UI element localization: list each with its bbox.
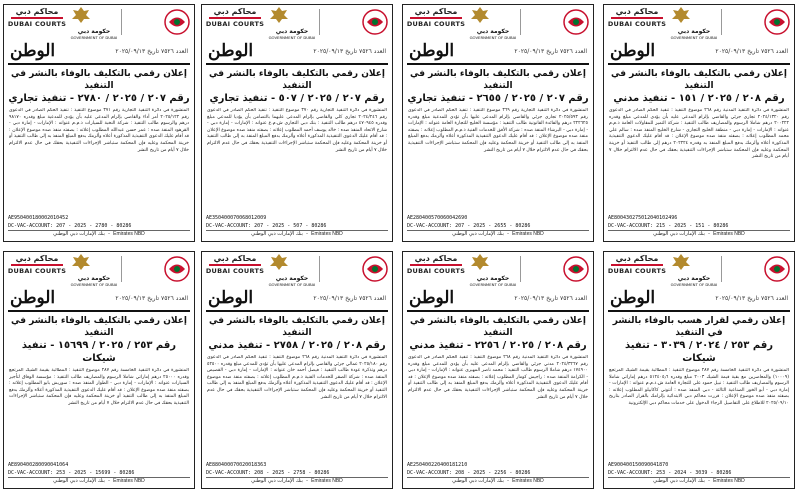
payment-code: AE280400570060042690 bbox=[407, 215, 468, 221]
emblem-icon bbox=[469, 253, 491, 271]
government-name-en: GOVERNMENT OF DUBAI bbox=[70, 35, 118, 40]
dubai-courts-logo bbox=[7, 7, 67, 37]
courts-name-en: DUBAI COURTS bbox=[205, 19, 265, 28]
courts-name-ar: محاكم دبي bbox=[615, 7, 659, 16]
payment-code: AE800430275012040102496 bbox=[608, 215, 678, 221]
bank-name-en: Emirates NBD bbox=[713, 231, 745, 237]
newspaper-brand-row bbox=[202, 288, 392, 310]
courts-logo-rule bbox=[209, 17, 261, 19]
account-number: DC-VAC-ACCOUNT: 207 - 2025 - 2655 - 80286 bbox=[407, 223, 531, 229]
government-name-ar: حكومة دبي bbox=[275, 28, 309, 35]
bank-line: بنك الإمارات دبي الوطني - Emirates NBD bbox=[407, 230, 589, 238]
government-of-dubai-logo bbox=[670, 253, 718, 285]
courts-logo-rule bbox=[11, 264, 63, 266]
payment-code: AE890400280090041064 bbox=[8, 462, 69, 468]
emblem-icon bbox=[469, 6, 491, 24]
bank-name-ar: بنك الإمارات دبي الوطني bbox=[452, 478, 504, 484]
bank-name-en: Emirates NBD bbox=[512, 478, 544, 484]
dubai-courts-logo bbox=[406, 7, 466, 37]
al-watan-logo: الوطن bbox=[208, 41, 254, 61]
issue-dateline: العدد ٧٥٢٦ تاريخ ٢٠٢٥/٠٩/١٣ bbox=[715, 295, 788, 302]
emblem-icon bbox=[670, 253, 692, 271]
al-watan-logo: الوطن bbox=[208, 288, 254, 308]
uae-flag-icon bbox=[164, 9, 190, 35]
bank-name-ar: بنك الإمارات دبي الوطني bbox=[251, 231, 303, 237]
brand-rule bbox=[206, 310, 388, 312]
government-name-en: GOVERNMENT OF DUBAI bbox=[268, 35, 316, 40]
account-number: DC-VAC-ACCOUNT: 207 - 2025 - 507 - 80286 bbox=[206, 223, 327, 229]
al-watan-logo: الوطن bbox=[610, 41, 656, 61]
bank-name-en: Emirates NBD bbox=[311, 478, 343, 484]
courts-name-ar: محاكم دبي bbox=[213, 254, 257, 263]
header-divider bbox=[319, 9, 320, 35]
notice-header bbox=[202, 5, 392, 41]
emblem-icon bbox=[70, 6, 92, 24]
notice-header bbox=[403, 5, 593, 41]
bank-line: بنك الإمارات دبي الوطني - Emirates NBD bbox=[608, 230, 790, 238]
notice-body: المنشورة في دائرة التنفيذ المدنية رقم ٢٦٨ موضوع التنفيذ : تنفيذ الحكم الصادر في الدعوى رقم ٢٠٢٤/١٣٢٠ تجاري جزئي والقاضي بإلزام المدعى عليه بأن يؤدي للمدعي مبلغ وقدره ٢٠٠٢٢٢ درهم شاملا الرسوم والمصاريف طالب التنفيذ : شركة التميز للمقاولات العامة ذ.م.م عنوانه : الإمارات - إمارة دبي - منطقة الخليج التجاري - شارع الخليج المنفذ ضده : سالم علي محمد المطلوب إعلانه : بصفته منفذ ضده موضوع الإعلان : قد أقام عليك الدعوى التنفيذية المذكورة أعلاه وألزمك بدفع المبلغ المنفذ به وقدره ٢٠٢٢٢٤ درهم إلى طالب التنفيذ أو خزينة المحكمة وعليه فإن المحكمة ستباشر الإجراءات التنفيذية بحقك في حال عدم الالتزام خلال ٧ أيام من تاريخ النشر bbox=[609, 108, 789, 160]
courts-name-en: DUBAI COURTS bbox=[7, 266, 67, 275]
uae-flag-icon bbox=[563, 256, 589, 282]
government-name-ar: حكومة دبي bbox=[476, 275, 510, 282]
notice-header bbox=[604, 5, 794, 41]
government-of-dubai-logo bbox=[70, 253, 118, 285]
courts-name-ar: محاكم دبي bbox=[414, 7, 458, 16]
notice-title: إعلان رقمي بالتكليف بالوفاء بالنشر في التنفيذ bbox=[410, 316, 586, 338]
payment-code: AE950400180002010452 bbox=[8, 215, 69, 221]
issue-dateline: العدد ٧٥٢٦ تاريخ ٢٠٢٥/٠٩/١٣ bbox=[313, 48, 386, 55]
brand-rule bbox=[206, 63, 388, 65]
notice-body: المنشورة في دائرة التنفيذ التجارية رقم ٣٦٩ موضوع التنفيذ : تنفيذ الحكم الصادر في الدعوى رقم ٢٠٢٥/٥٩٣ تجاري جزئي والقاضي بإلزام المدعى عليها بأن تؤدي للمدعية مبلغ وقدره ٢٢٢٦٢٥ درهم والفائدة القانونية طالب التنفيذ : مؤسسة الخليج للتجارة العامة عنوانه : الإمارات - إمارة دبي - البرشاء المنفذ ضده : شركة الأفق للخدمات الفنية ذ.م.م المطلوب إعلانه : بصفته منفذ ضده موضوع الإعلان : قد أقام عليك الدعوى التنفيذية المذكورة أعلاه وألزمك بدفع المبلغ المنفذ به إلى طالب التنفيذ أو خزينة المحكمة وعليه فإن المحكمة ستباشر الإجراءات التنفيذية بحقك في حال عدم الالتزام خلال ٧ أيام من تاريخ النشر bbox=[408, 108, 588, 153]
courts-logo-rule bbox=[209, 264, 261, 266]
courts-logo-rule bbox=[11, 17, 63, 19]
notice-footer bbox=[8, 214, 190, 238]
notice-body: المنشورة في دائرة التنفيذ الخامسة رقم ٢٨٧ موضوع التنفيذ : المطالبة بقيمة الشيك المرتجع (١٠٠٠٩) والمعاصرين مع بقية قيمة الشيك ٢٠٠٣ مبلغ وقدره ٥١٢٤٠٥٫٦ درهم إماراتي شاملا الرسوم والمصاريف طالب التنفيذ : نبيل حمود على للتجارة العامة ش.ذ.م.م عنوانه : الإمارات - إمارة دبي - أبو الخور الصناعية الثالثة - دبي المنفذ ضده : أنتوني كاكابيلو المطلوب إعلانه : بصفته منفذ ضده موضوع الإعلان : قررت محاكم دبي الابتدائية بإلزامك بالقرار الصادر بتاريخ ٢٠٢٥/٠٩/١٠ للاطلاع على التفاصيل الرجاء الدخول على خدمات محاكم دبي الإلكترونية bbox=[609, 368, 789, 406]
dubai-courts-logo bbox=[205, 7, 265, 37]
notice-footer bbox=[407, 461, 589, 485]
bank-name-en: Emirates NBD bbox=[311, 231, 343, 237]
notice-title: إعلان رقمي بالتكليف بالوفاء بالنشر في التنفيذ bbox=[611, 69, 787, 91]
courts-logo-rule bbox=[611, 17, 663, 19]
account-number: DC-VAC-ACCOUNT: 207 - 2025 - 2780 - 80286 bbox=[8, 223, 132, 229]
newspaper-brand-row bbox=[403, 288, 593, 310]
dubai-courts-logo bbox=[607, 7, 667, 37]
case-number: رقم ٢٠٨ / ٢٠٢٥ / ١٥١ - تنفيذ مدني bbox=[613, 93, 785, 104]
court-notice bbox=[201, 251, 393, 489]
courts-name-en: DUBAI COURTS bbox=[406, 266, 466, 275]
bank-name-en: Emirates NBD bbox=[113, 231, 145, 237]
emblem-icon bbox=[670, 6, 692, 24]
bank-name-ar: بنك الإمارات دبي الوطني bbox=[251, 478, 303, 484]
court-notice bbox=[603, 4, 795, 242]
case-number: رقم ٢٠٨ / ٢٠٢٥ / ٢٧٥٨ - تنفيذ مدني bbox=[208, 340, 386, 351]
government-of-dubai-logo bbox=[670, 6, 718, 38]
courts-name-ar: محاكم دبي bbox=[414, 254, 458, 263]
uae-flag-icon bbox=[563, 9, 589, 35]
account-number: DC-VAC-ACCOUNT: 215 - 2025 - 151 - 80286 bbox=[608, 223, 729, 229]
government-name-ar: حكومة دبي bbox=[677, 275, 711, 282]
notice-footer bbox=[407, 214, 589, 238]
notice-body: المنشورة في دائرة التنفيذ التجارية رقم ٣٧١ موضوع التنفيذ : تنفيذ الحكم الصادر في الدعوى رقم ٢٠٢٥/١٢٢ أمر أداء والقاضي بإلزام المدعى عليه بأن يؤدي للمدعية مبلغ وقدره ٩٨١٧٠ درهم والرسوم طالب التنفيذ : شركة النخبة للسيارات ذ.م.م عنوانه : الإمارات - إمارة دبي - القرهود المنفذ ضده : عمر حسن عبدالله المطلوب إعلانه : بصفته منفذ ضده موضوع الإعلان : قد أقام عليك الدعوى التنفيذية المذكورة أعلاه وألزمك بدفع المبلغ المنفذ به إلى طالب التنفيذ أو خزينة المحكمة وعليه فإن المحكمة ستباشر الإجراءات التنفيذية بحقك في حال عدم الالتزام خلال ٧ أيام من تاريخ النشر bbox=[9, 108, 189, 153]
government-name-en: GOVERNMENT OF DUBAI bbox=[670, 35, 718, 40]
notice-header bbox=[4, 5, 194, 41]
issue-dateline: العدد ٧٥٢٦ تاريخ ٢٠٢٥/٠٩/١٣ bbox=[115, 295, 188, 302]
newspaper-brand-row bbox=[4, 41, 194, 63]
dubai-courts-logo bbox=[205, 254, 265, 284]
notice-title: إعلان رقمي بالتكليف بالوفاء بالنشر في التنفيذ bbox=[11, 316, 187, 338]
courts-name-ar: محاكم دبي bbox=[213, 7, 257, 16]
payment-code: AE880400070020018363 bbox=[206, 462, 267, 468]
courts-name-ar: محاكم دبي bbox=[15, 254, 59, 263]
issue-dateline: العدد ٧٥٢٦ تاريخ ٢٠٢٥/٠٩/١٣ bbox=[313, 295, 386, 302]
case-number: رقم ٢٥٣ / ٢٠٢٥ / ١٥٦٩٩ - تنفيذ شيكات bbox=[21, 340, 177, 364]
newspaper-brand-row bbox=[202, 41, 392, 63]
courts-name-ar: محاكم دبي bbox=[15, 7, 59, 16]
government-of-dubai-logo bbox=[268, 253, 316, 285]
emblem-icon bbox=[70, 253, 92, 271]
account-number: DC-VAC-ACCOUNT: 208 - 2025 - 2758 - 80286 bbox=[206, 470, 330, 476]
bank-line: بنك الإمارات دبي الوطني - Emirates NBD bbox=[608, 477, 790, 485]
courts-name-ar: محاكم دبي bbox=[615, 254, 659, 263]
case-number: رقم ٢٠٨ / ٢٠٢٥ / ٢٢٥٦ - تنفيذ مدني bbox=[409, 340, 587, 351]
government-of-dubai-logo bbox=[268, 6, 316, 38]
notice-body: المنشورة في دائرة التنفيذ التجارية رقم ٣٧٠ موضوع التنفيذ : تنفيذ الحكم الصادر في الدعوى رقم ٢٠٢٤/٢٤٦ تجاري كلي والقاضي بإلزام المدعى عليهما بالتضامن بأن يؤديا للمدعي مبلغ وقدره ٤٧٠٩٤٥ درهم طالب التنفيذ : بنك دبي التجاري ش.م.ع عنوانه : الإمارات - إمارة دبي - شارع الاتحاد المنفذ ضده : خالد يوسف أحمد المطلوب إعلانه : بصفته منفذ ضده موضوع الإعلان : قد أقام عليك الدعوى التنفيذية المذكورة أعلاه وألزمك بدفع المبلغ المنفذ به إلى طالب التنفيذ أو خزينة المحكمة وعليه فإن المحكمة ستباشر الإجراءات التنفيذية بحقك في حال عدم الالتزام خلال ٧ أيام من تاريخ النشر bbox=[207, 108, 387, 153]
payment-code: AE350400070068012009 bbox=[206, 215, 267, 221]
emblem-icon bbox=[268, 6, 290, 24]
notice-footer bbox=[206, 461, 388, 485]
issue-dateline: العدد ٧٥٢٦ تاريخ ٢٠٢٥/٠٩/١٣ bbox=[115, 48, 188, 55]
brand-rule bbox=[8, 310, 190, 312]
court-notice bbox=[402, 4, 594, 242]
notice-header bbox=[604, 252, 794, 288]
court-notice bbox=[3, 4, 195, 242]
court-notice bbox=[402, 251, 594, 489]
uae-flag-icon bbox=[362, 256, 388, 282]
bank-line: بنك الإمارات دبي الوطني - Emirates NBD bbox=[206, 230, 388, 238]
dubai-courts-logo bbox=[607, 254, 667, 284]
courts-logo-rule bbox=[410, 264, 462, 266]
notice-body: المنشورة في دائرة التنفيذ المدنية رقم ٢٦٨ موضوع التنفيذ : تنفيذ الحكم الصادر في الدعوى رقم ٢٠٢٥/١٨٠ عمالي جزئي والقاضي بإلزام المدعى عليها بأن تؤدي للمدعي مبلغ وقدره ٥٢٥٠٠ درهم وتذكرة عودة طالب التنفيذ : فيصل أحمد خان عنوانه : الإمارات - إمارة دبي - القصيص المنفذ ضده : شركة الصقر للخدمات الفنية ذ.م.م المطلوب إعلانه : بصفته منفذ ضده موضوع الإعلان : قد أقام عليك الدعوى التنفيذية المذكورة أعلاه وألزمك بدفع المبلغ المنفذ به إلى طالب التنفيذ أو خزينة المحكمة وعليه فإن المحكمة ستباشر الإجراءات التنفيذية بحقك في حال عدم الالتزام خلال ٧ أيام من تاريخ النشر bbox=[207, 355, 387, 400]
brand-rule bbox=[407, 63, 589, 65]
uae-flag-icon bbox=[362, 9, 388, 35]
notice-header bbox=[202, 252, 392, 288]
uae-flag-icon bbox=[764, 256, 790, 282]
header-divider bbox=[721, 256, 722, 282]
notice-title: إعلان رقمي بالتكليف بالوفاء بالنشر في التنفيذ bbox=[11, 69, 187, 91]
bank-name-ar: بنك الإمارات دبي الوطني bbox=[53, 231, 105, 237]
notice-header bbox=[4, 252, 194, 288]
issue-dateline: العدد ٧٥٢٦ تاريخ ٢٠٢٥/٠٩/١٣ bbox=[514, 48, 587, 55]
government-name-en: GOVERNMENT OF DUBAI bbox=[670, 282, 718, 287]
notice-body: المنشورة في دائرة التنفيذ المدنية رقم ٢٦٨ موضوع التنفيذ : تنفيذ الحكم الصادر في الدعوى رقم ٢٠٢٤/٣٢٦٧ مدني جزئي والقاضي بإلزام المدعى عليه بأن يؤدي للمدعي مبلغ وقدره ١٧٤٩٠٠ درهم شاملا الرسوم طالب التنفيذ : محمد ناصر المهيري عنوانه : الإمارات - إمارة دبي - الكرامة المنفذ ضده : راجيش كومار المطلوب إعلانه : بصفته منفذ ضده موضوع الإعلان : قد أقام عليك الدعوى التنفيذية المذكورة أعلاه وألزمك بدفع المبلغ المنفذ به إلى طالب التنفيذ أو خزينة المحكمة وعليه فإن المحكمة ستباشر الإجراءات التنفيذية بحقك في حال عدم الالتزام خلال ٧ أيام من تاريخ النشر bbox=[408, 355, 588, 400]
brand-rule bbox=[407, 310, 589, 312]
al-watan-logo: الوطن bbox=[409, 288, 455, 308]
header-divider bbox=[721, 9, 722, 35]
courts-logo-rule bbox=[410, 17, 462, 19]
account-number: DC-VAC-ACCOUNT: 208 - 2025 - 2256 - 80286 bbox=[407, 470, 531, 476]
government-of-dubai-logo bbox=[469, 253, 517, 285]
newspaper-brand-row bbox=[604, 41, 794, 63]
case-number: رقم ٢٠٧ / ٢٠٢٥ / ٢٦٥٥ - تنفيذ تجاري bbox=[407, 93, 589, 104]
newspaper-brand-row bbox=[604, 288, 794, 310]
bank-name-ar: بنك الإمارات دبي الوطني bbox=[653, 231, 705, 237]
notice-footer bbox=[206, 214, 388, 238]
notice-title: إعلان رقمي بالتكليف بالوفاء بالنشر في التنفيذ bbox=[209, 69, 385, 91]
brand-rule bbox=[8, 63, 190, 65]
emblem-icon bbox=[268, 253, 290, 271]
courts-name-en: DUBAI COURTS bbox=[7, 19, 67, 28]
dubai-courts-logo bbox=[7, 254, 67, 284]
brand-rule bbox=[608, 310, 790, 312]
court-notice bbox=[3, 251, 195, 489]
bank-name-en: Emirates NBD bbox=[713, 478, 745, 484]
issue-dateline: العدد ٧٥٢٦ تاريخ ٢٠٢٥/٠٩/١٣ bbox=[514, 295, 587, 302]
courts-name-en: DUBAI COURTS bbox=[406, 19, 466, 28]
notice-title: إعلان رقمي بالتكليف بالوفاء بالنشر في التنفيذ bbox=[410, 69, 586, 91]
courts-name-en: DUBAI COURTS bbox=[607, 19, 667, 28]
bank-line: بنك الإمارات دبي الوطني - Emirates NBD bbox=[407, 477, 589, 485]
government-of-dubai-logo bbox=[70, 6, 118, 38]
government-name-ar: حكومة دبي bbox=[77, 28, 111, 35]
courts-logo-rule bbox=[611, 264, 663, 266]
case-number: رقم ٢٠٧ / ٢٠٢٥ / ٢٧٨٠ - تنفيذ تجاري bbox=[8, 93, 190, 104]
al-watan-logo: الوطن bbox=[10, 288, 56, 308]
government-name-en: GOVERNMENT OF DUBAI bbox=[469, 35, 517, 40]
government-name-ar: حكومة دبي bbox=[77, 275, 111, 282]
notice-footer bbox=[608, 461, 790, 485]
notice-footer bbox=[608, 214, 790, 238]
header-divider bbox=[520, 256, 521, 282]
bank-name-ar: بنك الإمارات دبي الوطني bbox=[53, 478, 105, 484]
payment-code: AE900400150090041870 bbox=[608, 462, 669, 468]
notice-title: إعلان رقمي لقرار هسب بالوفاء بالنشر في التنفيذ bbox=[612, 316, 786, 338]
bank-name-en: Emirates NBD bbox=[113, 478, 145, 484]
bank-line: بنك الإمارات دبي الوطني - Emirates NBD bbox=[8, 477, 190, 485]
account-number: DC-VAC-ACCOUNT: 253 - 2025 - 15699 - 80286 bbox=[8, 470, 135, 476]
government-of-dubai-logo bbox=[469, 6, 517, 38]
case-number: رقم ٢٠٧ / ٢٠٢٥ / ٥٠٧ - تنفيذ تجاري bbox=[209, 93, 385, 104]
government-name-en: GOVERNMENT OF DUBAI bbox=[268, 282, 316, 287]
uae-flag-icon bbox=[164, 256, 190, 282]
government-name-ar: حكومة دبي bbox=[677, 28, 711, 35]
bank-line: بنك الإمارات دبي الوطني - Emirates NBD bbox=[206, 477, 388, 485]
notice-footer bbox=[8, 461, 190, 485]
account-number: DC-VAC-ACCOUNT: 253 - 2024 - 3039 - 80286 bbox=[608, 470, 732, 476]
uae-flag-icon bbox=[764, 9, 790, 35]
government-name-en: GOVERNMENT OF DUBAI bbox=[469, 282, 517, 287]
notice-title: إعلان رقمي بالتكليف بالوفاء بالنشر في التنفيذ bbox=[209, 316, 385, 338]
government-name-en: GOVERNMENT OF DUBAI bbox=[70, 282, 118, 287]
bank-name-en: Emirates NBD bbox=[512, 231, 544, 237]
header-divider bbox=[319, 256, 320, 282]
al-watan-logo: الوطن bbox=[409, 41, 455, 61]
government-name-ar: حكومة دبي bbox=[275, 275, 309, 282]
payment-code: AE250400220400181210 bbox=[407, 462, 468, 468]
notice-header bbox=[403, 252, 593, 288]
courts-name-en: DUBAI COURTS bbox=[607, 266, 667, 275]
dubai-courts-logo bbox=[406, 254, 466, 284]
court-notice bbox=[603, 251, 795, 489]
header-divider bbox=[121, 256, 122, 282]
courts-name-en: DUBAI COURTS bbox=[205, 266, 265, 275]
bank-line: بنك الإمارات دبي الوطني - Emirates NBD bbox=[8, 230, 190, 238]
newspaper-brand-row bbox=[403, 41, 593, 63]
bank-name-ar: بنك الإمارات دبي الوطني bbox=[653, 478, 705, 484]
notice-body: المنشورة في دائرة التنفيذ الخامسة رقم ٢٨٧ موضوع التنفيذ : المطالبة بقيمة الشيك المرتجع وقدره ٢٥٠٠٠ درهم إماراتي شاملا الرسوم والمصاريف طالب التنفيذ : مؤسسة الوفاق لتأجير السيارات عنوانه : الإمارات - إمارة دبي - الطوار المنفذ ضده : سوريش بابو المطلوب إعلانه : بصفته منفذ ضده موضوع الإعلان : قد أقام عليك الدعوى التنفيذية المذكورة أعلاه وألزمك بدفع المبلغ المنفذ به إلى طالب التنفيذ أو خزينة المحكمة وعليه فإن المحكمة ستباشر الإجراءات التنفيذية بحقك في حال عدم الالتزام خلال ٧ أيام من تاريخ النشر bbox=[9, 368, 189, 406]
header-divider bbox=[121, 9, 122, 35]
government-name-ar: حكومة دبي bbox=[476, 28, 510, 35]
court-notice bbox=[201, 4, 393, 242]
header-divider bbox=[520, 9, 521, 35]
issue-dateline: العدد ٧٥٢٦ تاريخ ٢٠٢٥/٠٩/١٣ bbox=[715, 48, 788, 55]
al-watan-logo: الوطن bbox=[10, 41, 56, 61]
case-number: رقم ٢٥٣ / ٢٠٢٤ / ٣٠٣٩ - تنفيذ شيكات bbox=[624, 340, 774, 364]
newspaper-brand-row bbox=[4, 288, 194, 310]
brand-rule bbox=[608, 63, 790, 65]
al-watan-logo: الوطن bbox=[610, 288, 656, 308]
bank-name-ar: بنك الإمارات دبي الوطني bbox=[452, 231, 504, 237]
